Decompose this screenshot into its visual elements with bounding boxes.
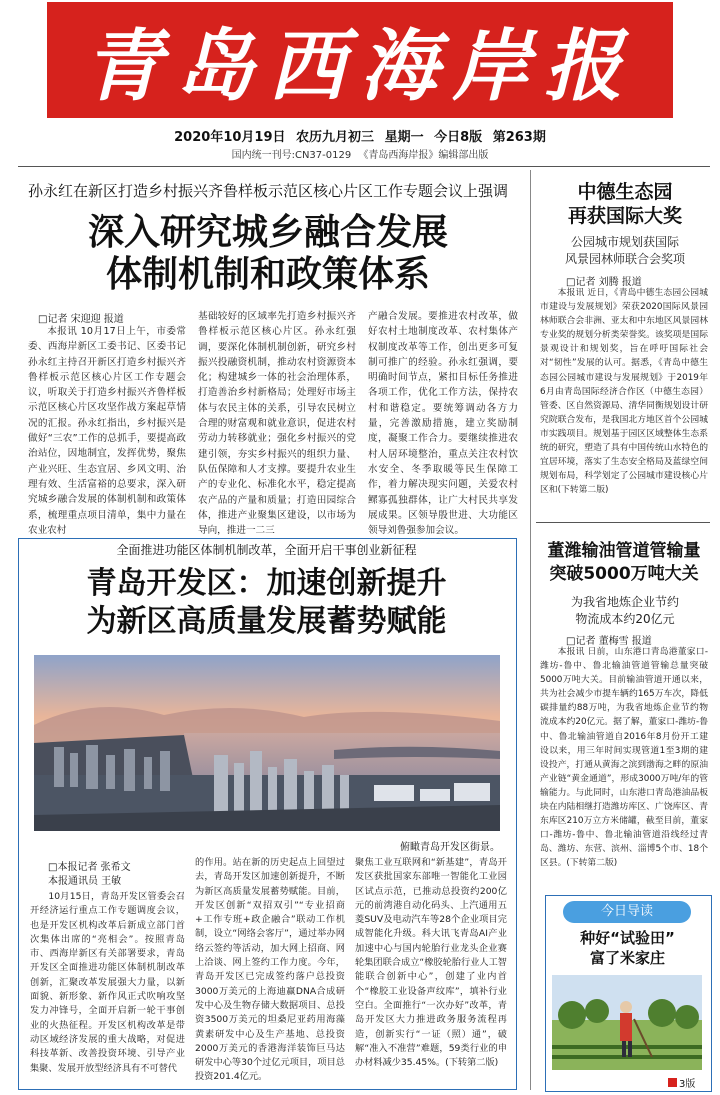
guide-headline-line1: 种好“试验田” bbox=[580, 929, 675, 947]
publication-info bbox=[0, 146, 720, 161]
photo-caption: 俯瞰青岛开发区街景。 bbox=[400, 842, 500, 853]
story2-headline-line1: 董潍输油管道管输量 bbox=[547, 541, 701, 561]
feature-byline-2: 本报通讯员 王敏 bbox=[48, 876, 122, 887]
lead-headline-line2: 体制机制和政策体系 bbox=[105, 254, 430, 295]
issue-number: 第263期 bbox=[492, 130, 546, 145]
story1-subhead bbox=[540, 234, 710, 268]
page-marker-icon bbox=[668, 1078, 677, 1087]
lead-headline-line1: 深入研究城乡融合发展 bbox=[87, 212, 448, 253]
story1-body: 本报讯 近日，《青岛中德生态园公园城市建设与发展规划》荣获2020国际风景园林师联合会非洲、亚太和中东地区风景园林专业奖的规划分析类荣誉奖。该奖项是国际景观设计和规划奖，旨在呼吁国际社会对“韧性”发展的认可。据悉，《青岛中德生态园公园城市建设与发展规划》于2019年6月由青岛国际经济合作区（中德生态园）管委、区自然资源局、清华同衡规划设计研究院联合发布，是我国北方地区首个公园城市实践项目。规划基于园区区域整体生态系统的研究，塑造了具有中国传统山水特色的宜居环境，落实了生态安全格局及蓝绿空间规划布局，科学划定了公园城市建设核心片区和(下转第二版) bbox=[540, 288, 708, 496]
lead-column-2: 基础较好的区域率先打造乡村振兴齐鲁样板示范区核心片区。孙永红强调，要深化体制机制创新，研究乡村振兴投融资机制，推动农村资源资本化；构建城乡一体的社会治理体系，打造善治乡村新格局；处理好市场主体与农民主体的关系，引导农民树立合理的财富观和就业意识，促进农村劳动力转移就业；强化乡村振兴的党建引领，夯实乡村振兴的组织力量、队伍保障和人才支撑。要提升农业生产的专业化、标准化水平，稳定提高农产品的产量和质量；打造田园综合体，推进产业聚集区建设，以市场为导向，推进一二三 bbox=[198, 311, 356, 537]
masthead bbox=[47, 2, 673, 118]
right-rule-1 bbox=[536, 522, 710, 523]
story1-subhead-line1: 公园城市规划获国际 bbox=[570, 235, 679, 249]
story2-headline-line2: 突破5000万吨大关 bbox=[549, 564, 699, 584]
feature-headline-line1: 青岛开发区：加速创新提升 bbox=[86, 566, 447, 601]
guide-photo bbox=[552, 975, 702, 1070]
feature-byline-1: □本报记者 张希文 bbox=[48, 862, 131, 873]
dateline bbox=[0, 126, 720, 145]
story1-headline-line2: 再获国际大奖 bbox=[567, 205, 682, 227]
guide-headline-line2: 富了米家庄 bbox=[589, 949, 665, 967]
farmer-field-illustration bbox=[552, 975, 702, 1070]
guide-page-number: 3版 bbox=[679, 1078, 696, 1090]
story2-subhead-line1: 为我省地炼企业节约 bbox=[570, 595, 679, 609]
newspaper-title: 青岛西海岸报 bbox=[83, 21, 636, 112]
story1-byline: □记者 刘腾 报道 bbox=[566, 277, 642, 288]
feature-headline bbox=[18, 565, 515, 641]
page-count: 今日8版 bbox=[434, 130, 483, 145]
lead-headline bbox=[18, 212, 518, 296]
guide-headline bbox=[545, 928, 710, 968]
lead-byline: □记者 宋迎迎 报道 bbox=[38, 314, 124, 325]
feature-column-3: 聚焦工业互联网和“新基建”，青岛开发区获批国家东部唯一智能化工业园区试点示范，已推动总投资约200亿元的前湾港自动化码头、上汽通用五菱SUV及电动汽车等28个企业项目完成智能化升级。科大讯飞青岛AI产业加速中心与国内轮胎行业龙头企业赛轮集团联合成立“橡胶轮胎行业人工智能联合创新中心”，创建了业内首个“橡胶工业设备声纹库”，填补行业空白。全面推行“一次办好”改革，青岛开发区大力推进政务服务流程再造，创新实行“一证（照）通”，破解“准入不准营”难题，59类行业的申办材料减少35.45%。(下转第二版) bbox=[355, 857, 507, 1069]
guide-page-ref bbox=[668, 1075, 695, 1089]
weekday: 星期一 bbox=[384, 130, 424, 145]
issue-date: 2020年10月19日 bbox=[174, 130, 286, 145]
story2-subhead bbox=[540, 594, 710, 628]
feature-kicker: 全面推进功能区体制机制改革，全面开启干事创业新征程 bbox=[116, 543, 417, 557]
story2-byline: □记者 董梅雪 报道 bbox=[566, 636, 652, 647]
lead-column-3: 产融合发展。要推进农村改革，做好农村土地制度改革、农村集体产权制度改革等工作，创出更多可复制可推广的经验。孙永红强调，要明确时间节点，紧扣目标任务推进各项工作，优化工作方法，保持农村和谐稳定。要统筹调动各方力量，完善激励措施，建立奖励制度，凝聚工作合力。要继续推进农村人居环境整治，重点关注农村饮水安全、冬季取暖等民生保障工作，着力解决现实问题，关爱农村鳏寡孤独群体，让广大村民共享发展成果。区领导殷世进、大功能区领导刘鲁强参加会议。 bbox=[368, 311, 518, 537]
header-rule bbox=[18, 166, 710, 167]
story2-subhead-line2: 物流成本约20亿元 bbox=[575, 612, 675, 626]
story1-subhead-line2: 风景园林师联合会奖项 bbox=[564, 252, 685, 266]
feature-column-2: 的作用。站在新的历史起点上回望过去，青岛开发区加速创新提升，不断为新区高质量发展蓄势赋能。目前，开发区创新“双招双引”“专业招商+工作专班+政企融合”联动工作机制，设立“网络会客厅”，通过举办网络云签约等活动，加大网上招商、网上洽谈、网上签约工作力度。今年，青岛开发区已完成签约落户总投资3000万美元的上海迪赢DNA合成研发中心及生物存储大数据项目、总投资3500万美元的坦桑尼亚药用海藻黄素研发中心及生产基地、总投资2000万美元的香港海洋装饰巨马达研发中心等30个过亿元项目，项目总投资201.4亿元。 bbox=[195, 857, 345, 1083]
feature-column-1: 10月15日，青岛开发区管委会召开经济运行重点工作专题调度会议，也是开发区机构改革后新成立部门首次集体出席的“亮相会”。按照青岛市、西海岸新区有关部署要求，青岛开发区全面推进功能区体制机制改革创新，汇聚改革发展强大力量，以新面貌、新形象、新作风正式吹响攻坚发力冲锋号，全面开启新一轮干事创业的火热征程。开发区机构改革是带动区域经济发展的重大战略，对促进科技革新、改善投资环境、引导产业集聚、发展开放型经济具有不可替代 bbox=[30, 891, 185, 1074]
lunar-date: 农历九月初三 bbox=[296, 130, 375, 145]
story2-body: 本报讯 日前，山东港口青岛港董家口-潍坊-鲁中、鲁北输油管道管输总量突破5000万吨大关。目前输油管道开通以来，共为社会减少市提车辆约165万车次，降低碳排量约88万吨，为我省地炼企业节约物流成本约20亿元。据了解，董家口-潍坊-鲁中、鲁北输油管道自2016年8月份开工建设以来，用三年时间实现管道1至3期的建设投产，打通从黄海之滨到渤海之畔的原油产业链“黄金通道”，形成3000万吨/年的管输能力。与此同时，山东港口青岛港油品板块在内陆相继打造潍坊库区、广饶库区、青东库区210万立方米储罐，截至目前，董家口-潍坊-鲁中、鲁北输油管道沿线经过青岛、潍坊、东营、滨州、淄博5个市、18个区县。(下转第二版) bbox=[540, 647, 708, 869]
guide-header: 今日导读 bbox=[563, 901, 691, 923]
story1-headline bbox=[540, 180, 710, 228]
city-aerial-photo bbox=[34, 655, 500, 831]
publisher: 《青岛西海岸报》编辑部出版 bbox=[358, 150, 489, 161]
city-photo-illustration bbox=[34, 655, 500, 831]
lead-column-1: 本报讯 10月17日上午，市委常委、西海岸新区工委书记、区委书记孙永红主持召开新区打造乡村振兴齐鲁样板示范区核心片区工作专题会议，听取关于打造乡村振兴齐鲁样板示范区核心片区攻坚作战方案起草情况的汇报。孙永红指出，乡村振兴是做好“三农”工作的总抓手，要提高政治站位，因地制宜，发挥优势，聚焦产业兴旺、生态宜居、乡风文明、治理有效、生活富裕的总要求，深入研究城乡融合发展的体制机制和政策体系，梳理重点项目清单，集中力量在农业农村 bbox=[28, 326, 186, 536]
feature-headline-line2: 为新区高质量发展蓄势赋能 bbox=[86, 604, 447, 639]
story1-headline-line1: 中德生态园 bbox=[577, 181, 673, 203]
publication-code: 国内统一刊号:CN37-0129 bbox=[231, 150, 352, 161]
column-divider bbox=[530, 170, 531, 1090]
lead-kicker: 孙永红在新区打造乡村振兴齐鲁样板示范区核心片区工作专题会议上强调 bbox=[27, 182, 508, 200]
story2-headline bbox=[536, 540, 712, 586]
